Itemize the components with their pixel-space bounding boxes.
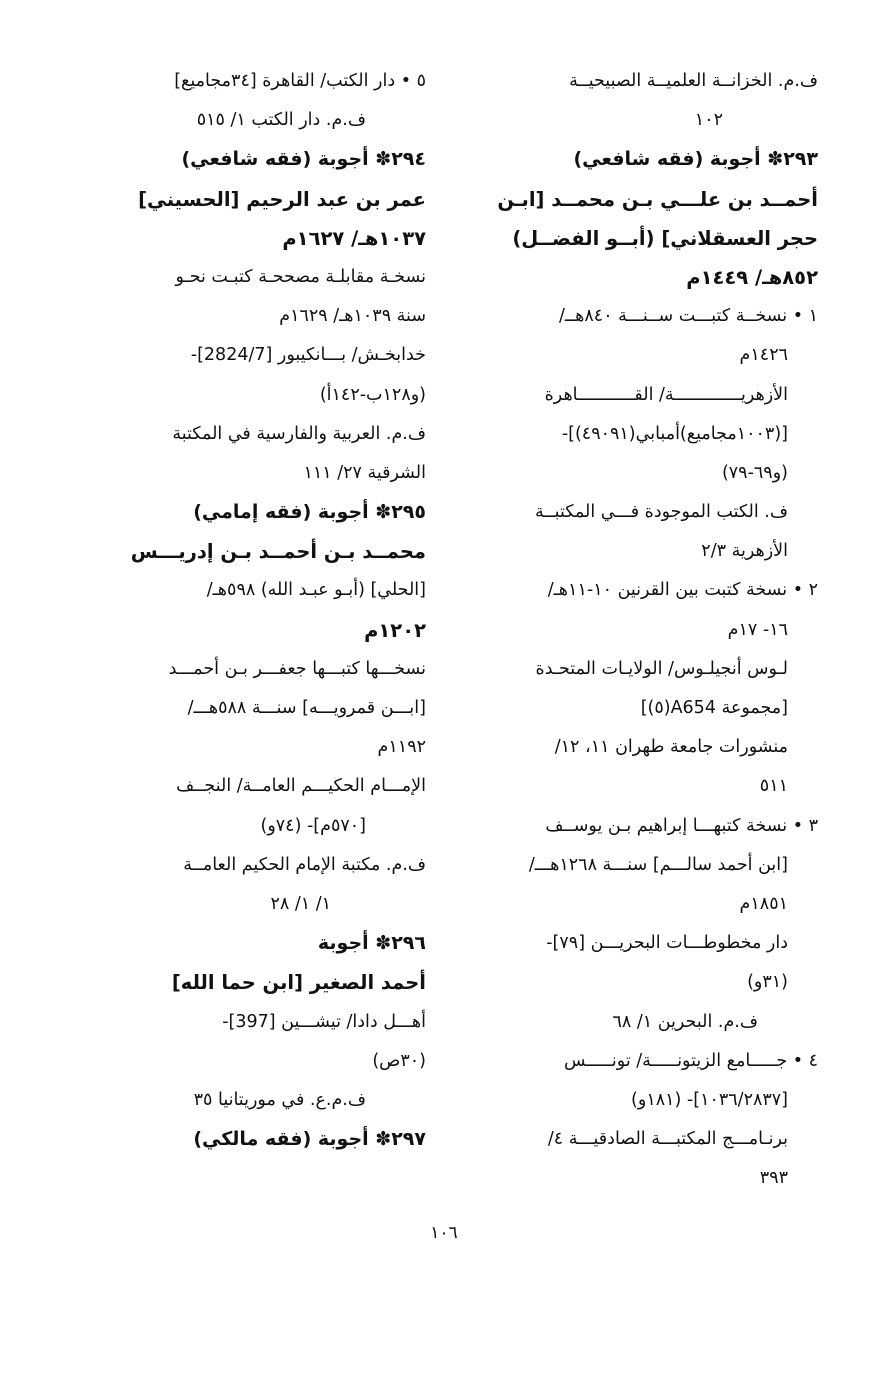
right-column-line: ١٤٢٦م [739,345,788,366]
right-column [468,62,818,1198]
left-column-line: ٥ • دار الكتب/ القاهرة [٣٤مجاميع] [174,71,426,91]
left-column-author-line: ١٠٣٧هـ/ ١٦٢٧م [282,226,426,250]
left-column-line: نسخـــها كتبـــها جعفـــر بـن أحمـــد [168,658,426,679]
right-column-line: ١٨٥١م [739,893,788,914]
left-column-line: ١١٩٢م [377,737,426,758]
left-column-line: الإمـــام الحكيـــم العامــة/ النجــف [176,776,426,797]
left-column-entry-heading: ٢٩٦✽ أجوبة [317,932,426,955]
left-column-line: (٣٠ص) [372,1050,426,1071]
left-column-line: [ابـــن قمرويـــه] سنـــة ٥٨٨هـــ/ [187,698,426,718]
left-column-line: نسخـة مقابلـة مصححـة كتبـت نحـو [175,266,426,287]
right-column-line: ٢ • نسخة كتبت بين القرنين ١٠-١١هـ/ [547,580,818,601]
page-number: ١٠٦ [430,1223,458,1243]
right-column-line: ١٠٢ [694,110,723,131]
left-column-entry-heading: ٢٩٤✽ أجوبة (فقه شافعي) [181,148,426,171]
right-column-line: ٥١١ [759,776,788,797]
left-column [101,62,426,1159]
right-column-line: (٣١و) [747,972,788,993]
right-column-line: [مجموعة A654(٥)] [640,698,788,718]
right-column-line: ٤ • جـــــامع الزيتونـــــة/ تونـــــس [563,1050,818,1071]
left-column-line: ف.م. العربية والفارسية في المكتبة [172,423,426,444]
right-column-line: ٣٩٣ [759,1168,788,1189]
right-column-author-line: ٨٥٢هـ/ ١٤٤٩م [686,265,818,289]
left-column-author-line: عمر بن عبد الرحيم [الحسيني] [138,187,426,211]
left-column-line: (و١٢٨ب-١٤٢أ) [319,384,426,405]
right-column-author-line: أحمــد بن علـــي بـن محمــد [ابـن [497,187,818,211]
right-column-line: [(١٠٠٣مجاميع)أمبابي(٤٩٠٩١)]- [561,423,788,444]
right-column-line: ١ • نسخــة كتبـــت ســنـــة ٨٤٠هــ/ [559,306,818,327]
left-column-line: خدابخـش/ بـــانكيبور [2824/7]- [190,345,426,366]
left-column-line: أهـــل دادا/ تيشـــين [397]- [222,1011,426,1032]
left-column-line: ف.م. مكتبة الإمام الحكيم العامــة [183,854,426,875]
left-column-line: الشرقية ٢٧/ ١١١ [303,462,426,483]
left-column-line: سنة ١٠٣٩هـ/ ١٦٢٩م [279,306,426,327]
right-column-line: (و٦٩-٧٩) [721,462,788,483]
left-column-author-line: محمــد بـن أحمــد بـن إدريـــس [130,540,426,564]
left-column-line: [الحلي] (أبـو عبـد الله) ٥٩٨هـ/ [206,580,426,601]
left-column-line: [٥٧٠م]- (٧٤و) [260,815,366,836]
right-column-line: منشورات جامعة طهران ١١، ١٢/ [554,737,788,758]
left-column-line: ١/ ١/ ٢٨ [270,893,331,914]
right-column-line: ١٦- ١٧م [727,619,788,640]
right-column-author-line: حجر العسقلاني] (أبــو الفضــل) [512,226,818,250]
right-column-line: دار مخطوطـــات البحريـــن [٧٩]- [546,933,788,954]
right-column-line: [ابن أحمد سالـــم] سنـــة ١٢٦٨هـــ/ [528,854,788,875]
left-column-line: ف.م. دار الكتب ١/ ٥١٥ [196,110,366,131]
right-column-line: الأزهريـــــــــــــة/ القـــــــــــاهرة [544,384,788,405]
left-column-author-line: ١٢٠٢م [364,618,426,642]
right-column-line: ف.م. الخزانــة العلميــة الصبيحيــة [569,71,818,91]
left-column-entry-heading: ٢٩٥✽ أجوبة (فقه إمامي) [193,501,426,524]
right-column-entry-heading: ٢٩٣✽ أجوبة (فقه شافعي) [573,148,818,171]
right-column-line: برنـامـــج المكتبـــة الصادقيـــة ٤/ [547,1129,788,1150]
right-column-line: ف. الكتب الموجودة فـــي المكتبــة [535,502,788,523]
left-column-entry-heading: ٢٩٧✽ أجوبة (فقه مالكي) [193,1128,426,1151]
left-column-author-line: أحمد الصغير [ابن حما الله] [171,971,426,995]
right-column-line: ٣ • نسخة كتبهـــا إبراهيم بـن يوســف [545,815,818,836]
right-column-line: [١٠٣٦/٢٨٣٧]- (١٨١و) [631,1089,788,1110]
right-column-line: لـوس أنجيلـوس/ الولايـات المتحـدة [535,658,788,679]
right-column-line: الأزهرية ٢/٣ [701,541,788,562]
right-column-line: ف.م. البحرين ١/ ٦٨ [612,1011,758,1032]
left-column-line: ف.م.ع. في موريتانيا ٣٥ [193,1089,366,1110]
